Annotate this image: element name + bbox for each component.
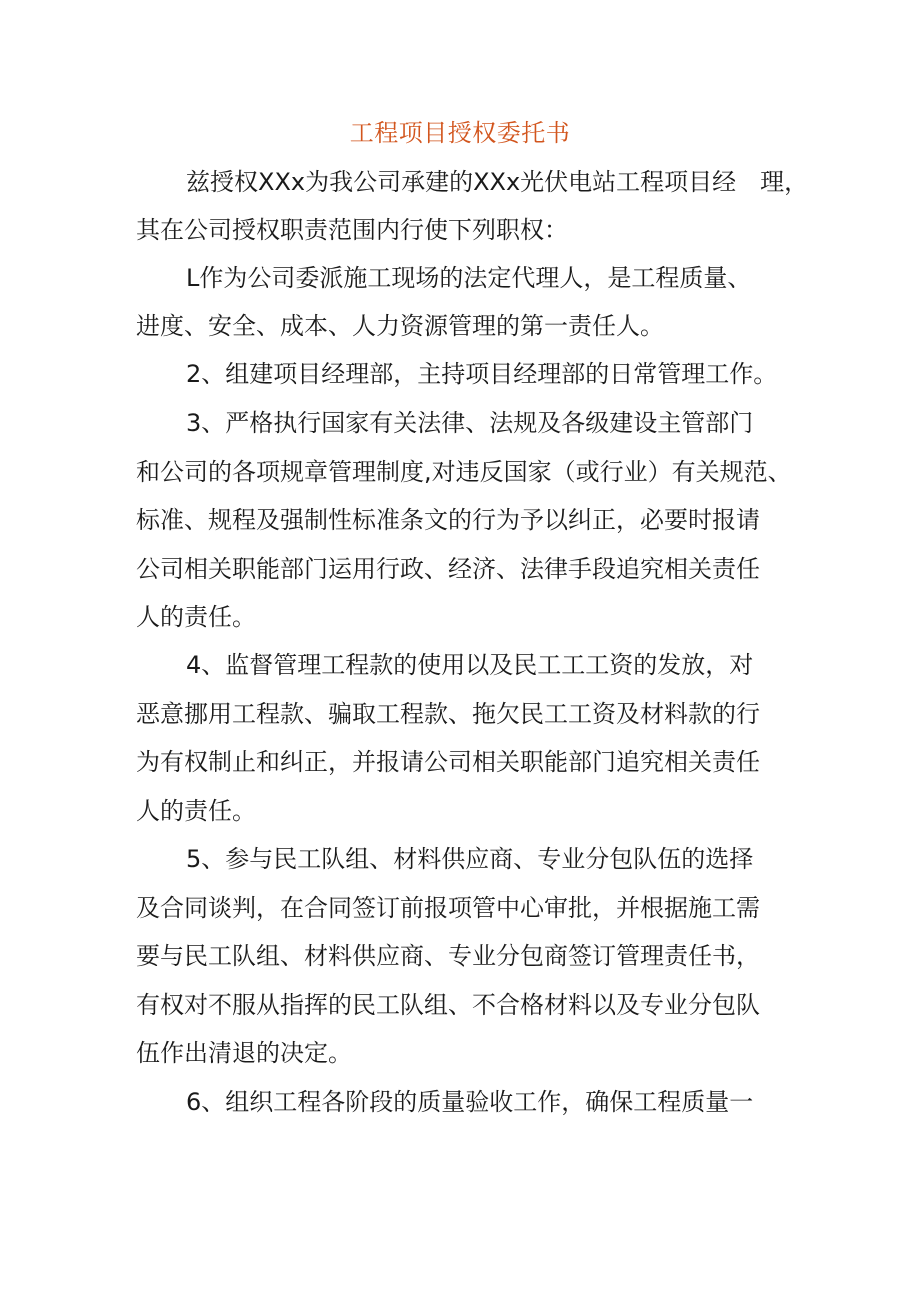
text-line-6: 3、严格执行国家有关法律、法规及各级建设主管部门 <box>186 409 754 437</box>
text-line-1: 兹授权XXx为我公司承建的XXx光伏电站工程项目经 理， <box>186 168 809 196</box>
text-line-11: 4、监督管理工程款的使用以及民工工工资的发放，对 <box>186 651 754 679</box>
text-line-20: 6、组织工程各阶段的质量验收工作，确保工程质量一 <box>186 1088 754 1116</box>
text-line-10: 人的责任。 <box>136 603 256 631</box>
text-line-13: 为有权制止和纠正，并报请公司相关职能部门追究相关责任 <box>136 748 760 776</box>
text-line-4: 进度、安全、成本、人力资源管理的第一责任人。 <box>136 312 664 340</box>
text-line-2: 其在公司授权职责范围内行使下列职权： <box>136 216 568 244</box>
text-line-3: L作为公司委派施工现场的法定代理人，是工程质量、 <box>186 264 752 292</box>
text-line-9: 公司相关职能部门运用行政、经济、法律手段追究相关责任 <box>136 555 760 583</box>
text-line-16: 及合同谈判，在合同签订前报项管中心审批，并根据施工需 <box>136 894 760 922</box>
text-line-8: 标准、规程及强制性标准条文的行为予以纠正，必要时报请 <box>136 506 760 534</box>
text-line-18: 有权对不服从指挥的民工队组、不合格材料以及专业分包队 <box>136 991 760 1019</box>
text-line-17: 要与民工队组、材料供应商、专业分包商签订管理责任书， <box>136 942 760 970</box>
text-line-15: 5、参与民工队组、材料供应商、专业分包队伍的选择 <box>186 845 754 873</box>
text-line-5: 2、组建项目经理部，主持项目经理部的日常管理工作。 <box>186 360 778 388</box>
text-line-12: 恶意挪用工程款、骗取工程款、拖欠民工工资及材料款的行 <box>136 700 760 728</box>
text-line-19: 伍作出清退的决定。 <box>136 1039 352 1067</box>
document-title: 工程项目授权委托书 <box>349 119 571 147</box>
text-line-7: 和公司的各项规章管理制度,对违反国家（或行业）有关规范、 <box>136 458 792 486</box>
text-line-14: 人的责任。 <box>136 797 256 825</box>
